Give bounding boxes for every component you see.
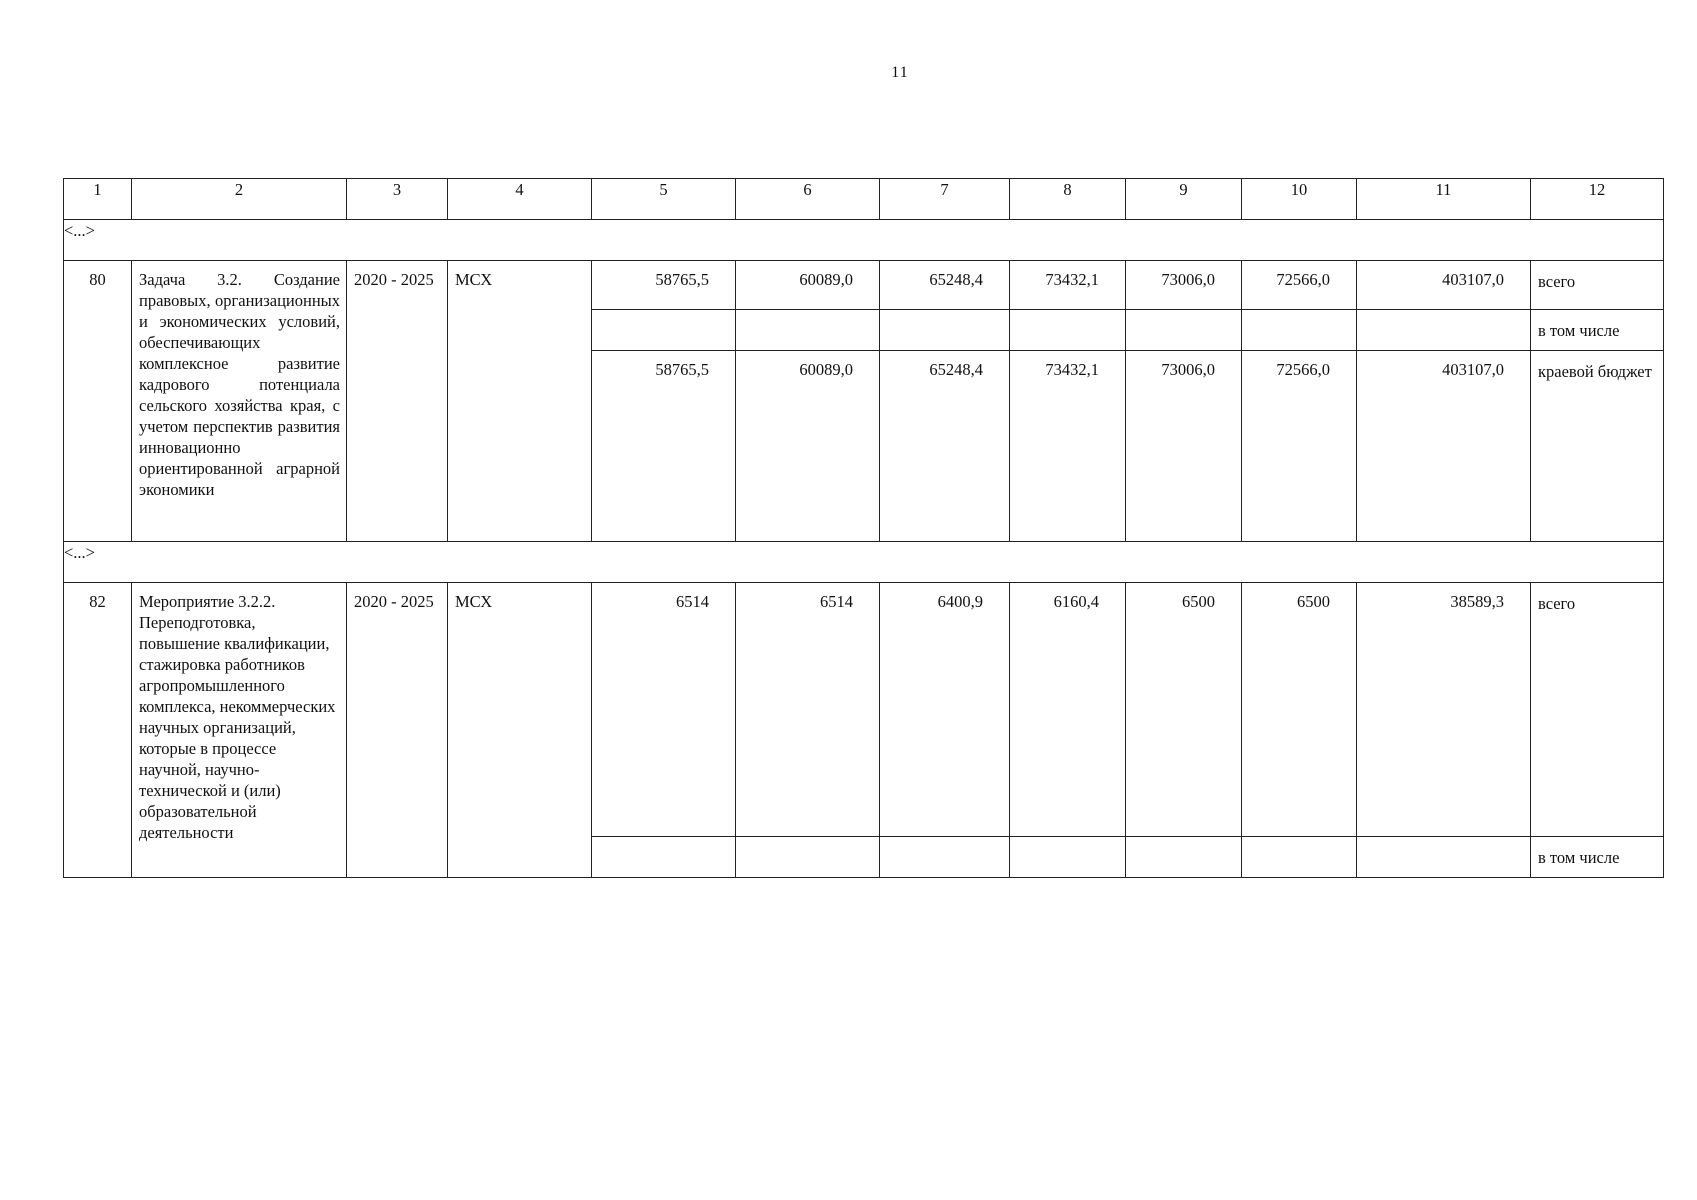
- value-cell: [1126, 837, 1242, 878]
- row-number: 82: [64, 583, 132, 878]
- header-cell: 1: [64, 179, 132, 220]
- table-row-82-total: [64, 583, 1664, 837]
- value-cell: [1242, 310, 1357, 351]
- table-row-80-total: [64, 261, 1664, 310]
- value-cell: 403107,0: [1357, 351, 1531, 542]
- value-cell: [592, 310, 736, 351]
- source-label: всего: [1531, 583, 1664, 837]
- value-cell: 72566,0: [1242, 351, 1357, 542]
- header-cell: 8: [1010, 179, 1126, 220]
- value-cell: 73006,0: [1126, 351, 1242, 542]
- header-cell: 10: [1242, 179, 1357, 220]
- value-cell: 73432,1: [1010, 351, 1126, 542]
- value-cell: 60089,0: [736, 261, 880, 310]
- value-cell: 58765,5: [592, 351, 736, 542]
- row-description: Мероприятие 3.2.2. Переподготовка, повышение квалификации, стажировка работников агропромышленного комплекса, некоммерческих научных организаций, которые в процессе научной, научно-технической и (или) образовательной деятельности: [132, 583, 347, 878]
- header-cell: 4: [448, 179, 592, 220]
- header-cell: 3: [347, 179, 448, 220]
- value-cell: 38589,3: [1357, 583, 1531, 837]
- value-cell: 65248,4: [880, 261, 1010, 310]
- value-cell: [1357, 837, 1531, 878]
- value-cell: [880, 310, 1010, 351]
- row-executor: МСХ: [448, 261, 592, 542]
- ellipsis-text: <...>: [64, 542, 1664, 583]
- header-cell: 11: [1357, 179, 1531, 220]
- header-cell: 6: [736, 179, 880, 220]
- header-row: [64, 179, 1664, 220]
- value-cell: 58765,5: [592, 261, 736, 310]
- header-cell: 12: [1531, 179, 1664, 220]
- value-cell: [1126, 310, 1242, 351]
- value-cell: 6400,9: [880, 583, 1010, 837]
- source-label: всего: [1531, 261, 1664, 310]
- value-cell: [1010, 310, 1126, 351]
- row-executor: МСХ: [448, 583, 592, 878]
- value-cell: 6514: [592, 583, 736, 837]
- value-cell: 60089,0: [736, 351, 880, 542]
- row-description: Задача 3.2. Создание правовых, организационных и экономических условий, обеспечивающих комплексное развитие кадрового потенциала сельского хозяйства края, с учетом перспектив развития инновационно ориентированной аграрной экономики: [132, 261, 347, 542]
- header-cell: 9: [1126, 179, 1242, 220]
- header-cell: 5: [592, 179, 736, 220]
- value-cell: [736, 837, 880, 878]
- value-cell: [1242, 837, 1357, 878]
- value-cell: [880, 837, 1010, 878]
- header-cell: 2: [132, 179, 347, 220]
- source-label: краевой бюджет: [1531, 351, 1664, 542]
- source-label: в том числе: [1531, 837, 1664, 878]
- value-cell: [736, 310, 880, 351]
- page-number: 11: [891, 64, 909, 81]
- value-cell: 403107,0: [1357, 261, 1531, 310]
- value-cell: 6514: [736, 583, 880, 837]
- row-period: 2020 - 2025: [347, 261, 448, 542]
- omitted-rows-marker: [64, 220, 1664, 261]
- value-cell: [1010, 837, 1126, 878]
- value-cell: 6500: [1242, 583, 1357, 837]
- source-label: в том числе: [1531, 310, 1664, 351]
- value-cell: 6160,4: [1010, 583, 1126, 837]
- program-table: [63, 178, 1664, 878]
- ellipsis-text: <...>: [64, 220, 1664, 261]
- value-cell: 73006,0: [1126, 261, 1242, 310]
- row-period: 2020 - 2025: [347, 583, 448, 878]
- value-cell: [592, 837, 736, 878]
- value-cell: 65248,4: [880, 351, 1010, 542]
- row-number: 80: [64, 261, 132, 542]
- value-cell: 6500: [1126, 583, 1242, 837]
- value-cell: 73432,1: [1010, 261, 1126, 310]
- value-cell: 72566,0: [1242, 261, 1357, 310]
- omitted-rows-marker: [64, 542, 1664, 583]
- value-cell: [1357, 310, 1531, 351]
- header-cell: 7: [880, 179, 1010, 220]
